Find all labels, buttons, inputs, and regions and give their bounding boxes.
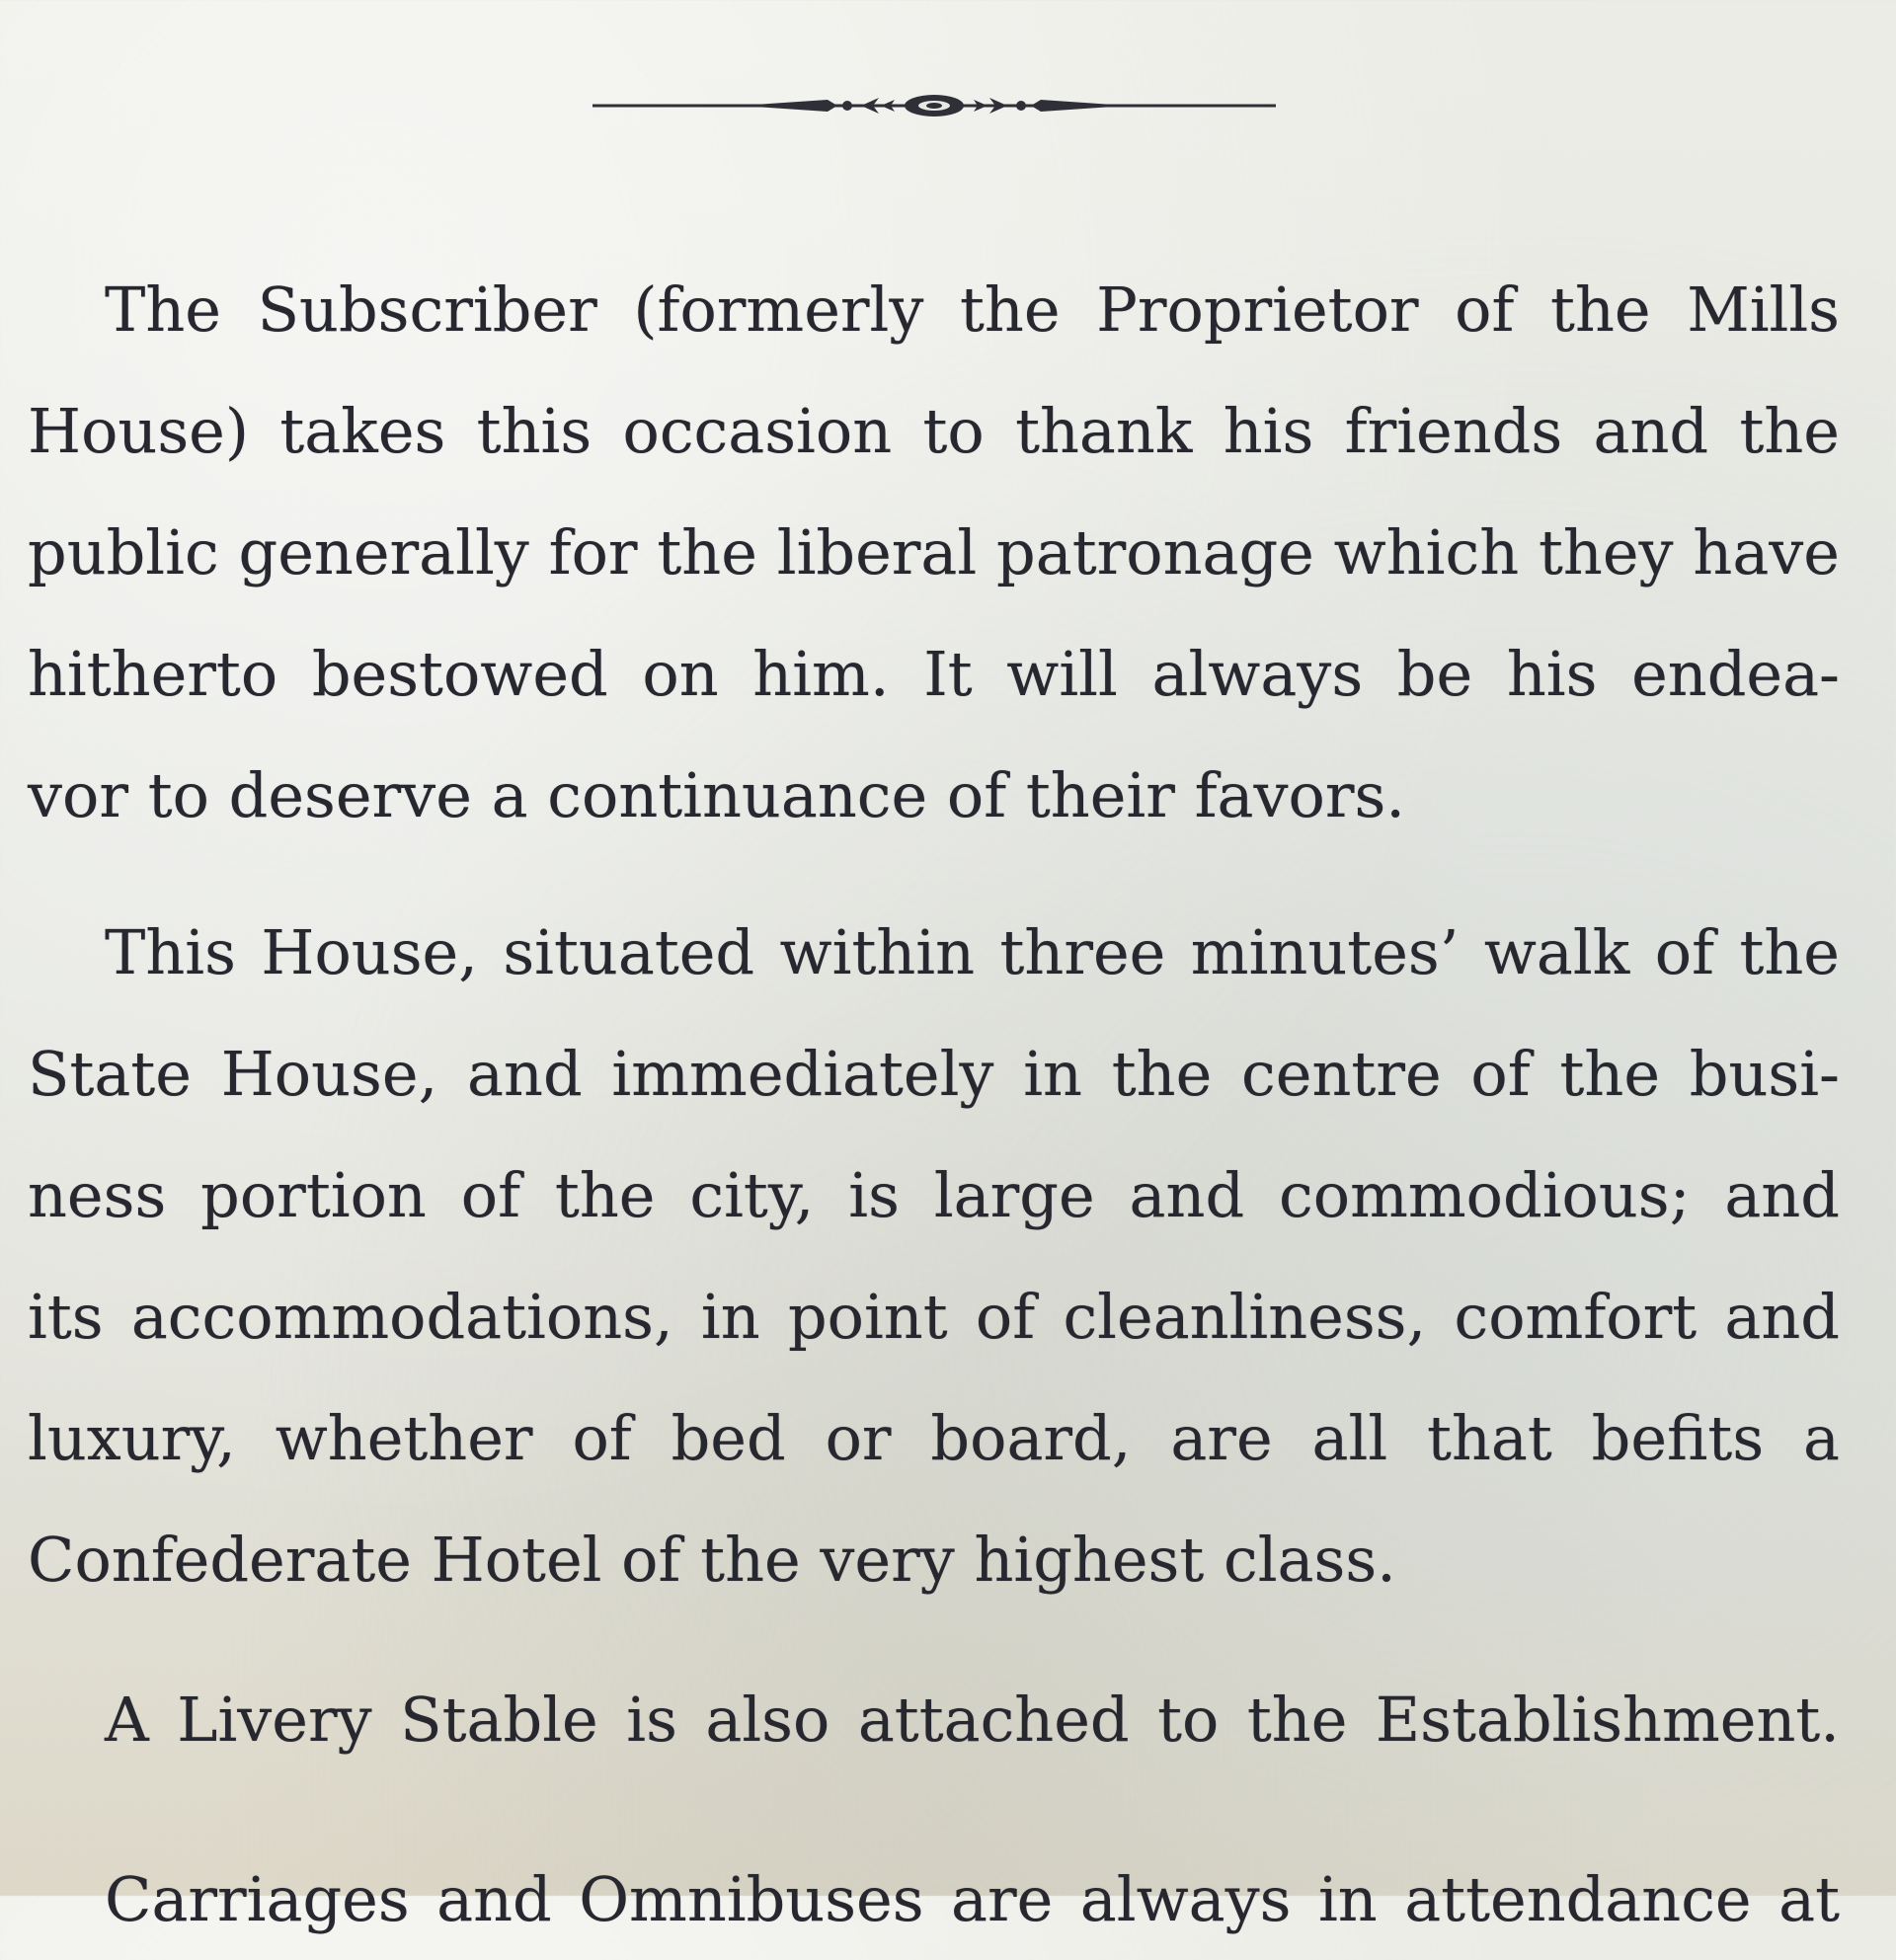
text-line: Confederate Hotel of the very highest class. (28, 1524, 1396, 1596)
text-line: The Subscriber (formerly the Proprietor of the Mills (105, 274, 1840, 346)
text-line: This House, situated within three minutes’ walk of the (105, 916, 1840, 988)
text-line: Carriages and Omnibuses are always in attendance at (105, 1863, 1840, 1935)
text-line: public generally for the liberal patronage which they have (28, 516, 1840, 588)
text-line: State House, and immediately in the centre of the busi- (28, 1038, 1840, 1110)
text-line: its accommodations, in point of cleanliness, comfort and (28, 1281, 1840, 1353)
text-line: vor to deserve a continuance of their favors. (28, 759, 1405, 831)
paragraph-house-description (28, 892, 1840, 1620)
text-line: hitherto bestowed on him. It will always be his endea- (28, 638, 1840, 710)
text-line: House) takes this occasion to thank his friends and the (28, 395, 1840, 467)
text-line: luxury, whether of bed or board, are all that befits a (28, 1402, 1840, 1474)
text-line: ness portion of the city, is large and commodious; and (28, 1159, 1840, 1231)
text-line: A Livery Stable is also attached to the Establishment. (105, 1684, 1840, 1756)
cropped-text-region (0, 1856, 1896, 1935)
ornamental-rule-divider (592, 91, 1276, 120)
paragraph-livery-stable (28, 1659, 1840, 1780)
ornament-flourish-icon (592, 91, 1276, 120)
paragraph-thanks (28, 249, 1840, 856)
paragraph-carriages (28, 1839, 1840, 1960)
